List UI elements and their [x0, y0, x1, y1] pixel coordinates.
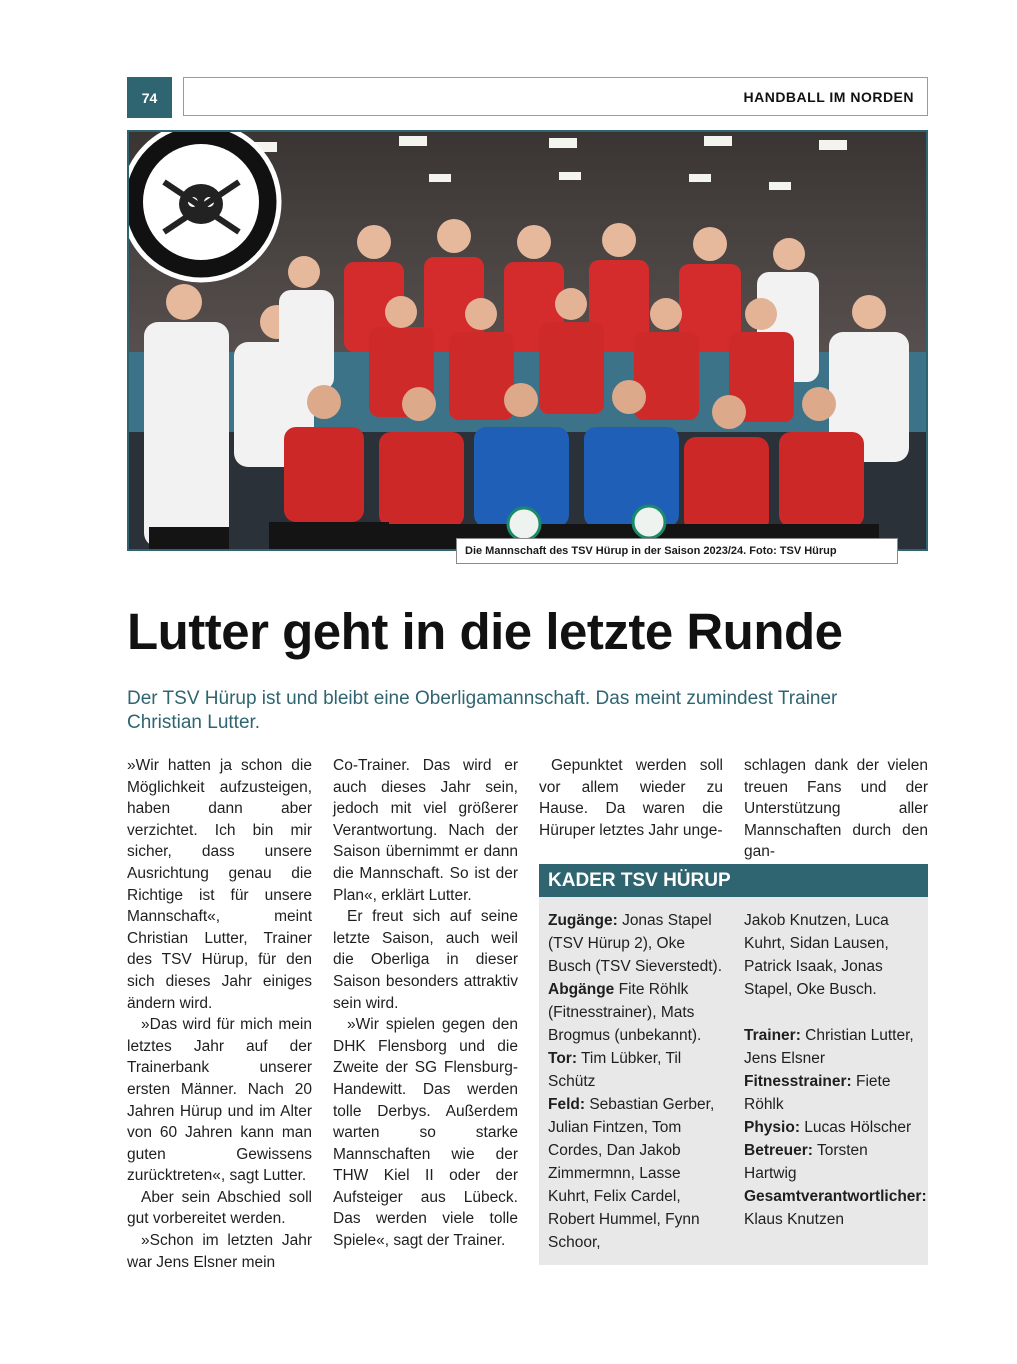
betreuer-entry [744, 1139, 924, 1185]
physio-value: Lucas Hölscher [804, 1119, 912, 1136]
article-column-2 [333, 755, 518, 1252]
squad-box [539, 864, 928, 1265]
squad-box-title: KADER TSV HÜRUP [539, 864, 928, 897]
headline: Lutter geht in die letzte Runde [127, 603, 843, 660]
abgaenge-value: Fite Röhlk (Fitnesstrainer), Mats Brogmus (unbekannt). [548, 981, 702, 1044]
zugaenge-entry [548, 909, 726, 978]
squad-column-left [548, 909, 726, 1254]
feld-label: Feld: [548, 1096, 586, 1113]
paragraph: Gepunktet werden soll vor allem wieder zu Hause. Da waren die Hüruper letztes Jahr unge- [539, 757, 723, 839]
gesamt-entry [744, 1185, 927, 1231]
squad-column-right [744, 909, 927, 1231]
gesamt-value: Klaus Knutzen [744, 1211, 844, 1228]
paragraph: Co-Trainer. Das wird er auch dieses Jahr sein, jedoch mit viel größerer Verantwortung. Nach der Saison übernimmt er dann die Mannschaft. So ist der Plan«, erklärt Lutter. [333, 757, 518, 904]
trainer-label: Trainer: [744, 1027, 801, 1044]
photo-caption: Die Mannschaft des TSV Hürup in der Saison 2023/24. Foto: TSV Hürup [456, 538, 898, 564]
section-title: HANDBALL IM NORDEN [743, 89, 914, 105]
betreuer-value: Torsten Hartwig [744, 1142, 868, 1182]
zugaenge-label: Zugänge: [548, 912, 618, 929]
gesamt-label: Gesamtverantwortlicher: [744, 1188, 927, 1205]
fitness-value: Fiete Röhlk [744, 1073, 891, 1113]
feld-value: Sebastian Gerber, Julian Fintzen, Tom Cordes, Dan Jakob Zimmermnn, Lasse Kuhrt, Felix Cardel, Robert Hummel, Fynn Schoor, [548, 1096, 715, 1251]
article-column-3 [539, 755, 723, 841]
physio-entry [744, 1116, 924, 1139]
tor-label: Tor: [548, 1050, 577, 1067]
article-column-4 [744, 755, 928, 863]
paragraph: schlagen dank der vielen treuen Fans und der Unterstützung aller Mannschaften durch den gan- [744, 757, 928, 861]
tor-value: Tim Lübker, Til Schütz [548, 1050, 682, 1090]
betreuer-label: Betreuer: [744, 1142, 813, 1159]
paragraph: Er freut sich auf seine letzte Saison, auch weil die Oberliga in dieser Saison besonders attraktiv sein wird. [333, 908, 518, 1012]
physio-label: Physio: [744, 1119, 800, 1136]
fitness-label: Fitnesstrainer: [744, 1073, 852, 1090]
lead-paragraph: Der TSV Hürup ist und bleibt eine Oberligamannschaft. Das meint zumindest Trainer Christian Lutter. [127, 688, 838, 733]
page-number: 74 [127, 77, 172, 118]
trainer-entry [744, 1024, 924, 1070]
abgaenge-label: Abgänge [548, 981, 615, 998]
zugaenge-value: Jonas Stapel (TSV Hürup 2), Oke Busch (TSV Sieverstedt). [548, 912, 723, 975]
fitness-entry [744, 1070, 924, 1116]
trainer-value: Christian Lutter, Jens Elsner [744, 1027, 914, 1067]
article-column-1 [127, 755, 312, 1273]
paragraph: »Wir spielen gegen den DHK Flensborg und die Zweite der SG Flensburg-Handewitt. Das werden tolle Derbys. Außerdem warten so starke Mannschaften wie der THW Kiel II oder der Aufsteiger aus Lübeck. Das werden viele tolle Spiele«, sagt der Trainer. [333, 1016, 518, 1250]
team-photo [127, 130, 928, 551]
team-photo-illustration [129, 132, 926, 549]
paragraph: »Schon im letzten Jahr war Jens Elsner mein [127, 1232, 312, 1271]
paragraph: »Wir hatten ja schon die Möglichkeit aufzusteigen, haben dann aber verzichtet. Ich bin mir sicher, dass unsere Ausrichtung genau die Richtige ist für unsere Mannschaft«, meint Christian Lutter, Trainer des TSV Hürup, für den sich dieses Jahr einiges ändern wird. [127, 757, 312, 1012]
paragraph: »Das wird für mich mein letztes Jahr auf der Trainerbank unserer ersten Männer. Nach 20 Jahren Hürup und im Alter von 60 Jahren kann man guten Gewissens zurücktreten«, sagt Lutter. [127, 1016, 312, 1185]
paragraph: Aber sein Abschied soll gut vorbereitet werden. [127, 1188, 312, 1228]
feld-continued: Jakob Knutzen, Luca Kuhrt, Sidan Lausen, Patrick Isaak, Jonas Stapel, Oke Busch. [744, 912, 889, 998]
section-header [183, 77, 928, 116]
tor-entry [548, 1047, 726, 1093]
feld-entry [548, 1093, 726, 1254]
abgaenge-entry [548, 978, 726, 1047]
